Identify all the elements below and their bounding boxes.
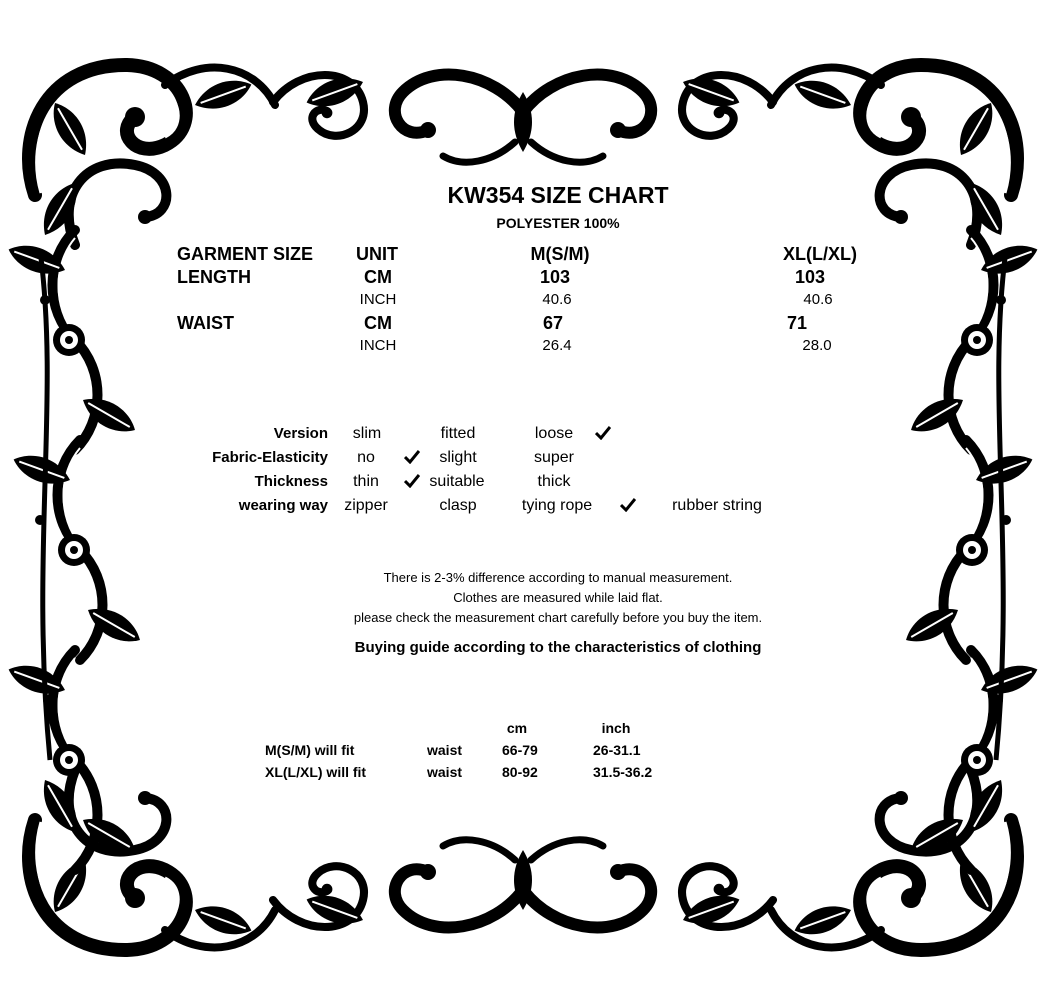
length-cm-m: 103	[539, 267, 571, 287]
length-inch-xl: 40.6	[803, 291, 833, 308]
checkmark-icon	[620, 498, 636, 512]
checkmark-icon	[595, 426, 611, 440]
option-rubber-string: rubber string	[672, 497, 762, 514]
header-size-xl: XL(L/XL)	[783, 244, 857, 264]
characteristic-label-version: Version	[273, 425, 328, 442]
note-laid-flat: Clothes are measured while laid flat.	[453, 590, 663, 605]
note-check-chart: please check the measurement chart carefully before you buy the item.	[353, 610, 763, 625]
characteristic-label-elasticity: Fabric-Elasticity	[212, 449, 328, 466]
column-inch: inch	[601, 720, 631, 736]
option-slight: slight	[439, 449, 477, 466]
unit-cm: CM	[364, 313, 392, 333]
buying-guide-heading: Buying guide according to the characteristics of clothing	[354, 639, 762, 656]
option-super: super	[533, 449, 575, 466]
fit-inch-m: 26-31.1	[593, 742, 641, 758]
waist-inch-xl: 28.0	[802, 337, 832, 354]
option-no: no	[357, 449, 375, 466]
header-size-m: M(S/M)	[530, 244, 590, 264]
fit-part: waist	[427, 742, 463, 758]
length-inch-m: 40.6	[542, 291, 572, 308]
page-title: KW354 SIZE CHART	[447, 182, 669, 208]
option-fitted: fitted	[440, 425, 476, 442]
row-label-waist: WAIST	[177, 313, 234, 333]
unit-inch: INCH	[359, 291, 397, 308]
row-label-length: LENGTH	[177, 267, 251, 287]
header-unit: UNIT	[356, 244, 398, 264]
option-zipper: zipper	[344, 497, 388, 514]
fit-size-m: M(S/M) will fit	[265, 742, 355, 758]
column-cm: cm	[506, 720, 528, 736]
fit-size-xl: XL(L/XL) will fit	[265, 764, 367, 780]
material-label: POLYESTER 100%	[496, 215, 620, 231]
option-tying-rope: tying rope	[521, 497, 593, 514]
option-clasp: clasp	[439, 497, 477, 514]
fit-part: waist	[427, 764, 463, 780]
fit-inch-xl: 31.5-36.2	[593, 764, 653, 780]
option-suitable: suitable	[429, 473, 485, 490]
option-thick: thick	[537, 473, 571, 490]
characteristic-label-thickness: Thickness	[254, 473, 328, 490]
length-cm-xl: 103	[794, 267, 826, 287]
unit-cm: CM	[364, 267, 392, 287]
header-garment-size: GARMENT SIZE	[177, 244, 314, 264]
checkmark-icon	[404, 474, 420, 488]
fit-cm-xl: 80-92	[502, 764, 538, 780]
option-slim: slim	[352, 425, 382, 442]
characteristic-label-wearing-way: wearing way	[238, 497, 328, 514]
unit-inch: INCH	[359, 337, 397, 354]
option-loose: loose	[534, 425, 574, 442]
checkmark-icon	[404, 450, 420, 464]
waist-cm-xl: 71	[786, 313, 808, 333]
note-difference: There is 2-3% difference according to manual measurement.	[383, 570, 733, 585]
option-thin: thin	[353, 473, 379, 490]
fit-cm-m: 66-79	[502, 742, 538, 758]
waist-cm-m: 67	[542, 313, 564, 333]
waist-inch-m: 26.4	[542, 337, 572, 354]
